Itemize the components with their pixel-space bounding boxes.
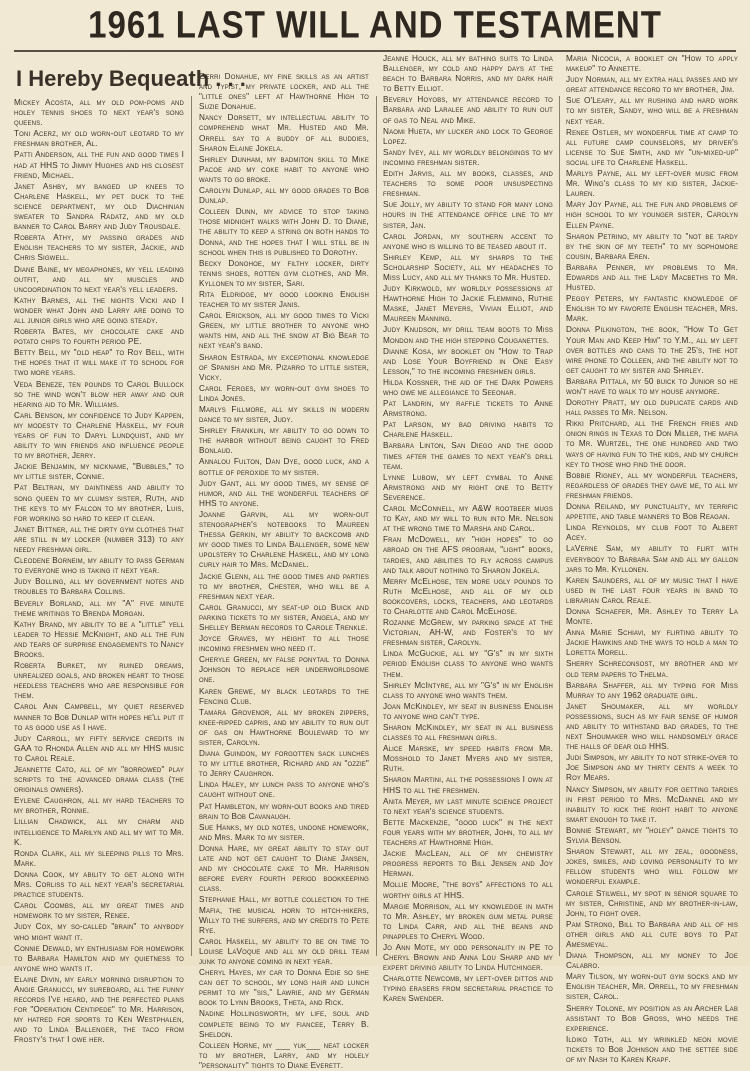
page-title: 1961 LAST WILL AND TESTAMENT [88,3,662,46]
bequest-entry: Mickey Acosta, all my old pom-poms and holey tennis shoes to next year's song queens. [14,98,184,128]
bequest-entry: Hilda Kossner, the aid of the Dark Powers who owe me allegiance to Seeonar. [383,377,553,397]
bequest-entry: Barbara Penner, my problems to Mr. Edwards and all the Lady Macbeths to Mr. Husted. [566,262,738,293]
bequest-entry: Carol Ann Campbell, my quiet reserved manner to Bob Dunlap with hopes he'll put it to as good use as I have. [14,702,184,732]
bequest-entry: Donna Hare, my great ability to stay out late and not get caught to Diane Jansen, and my chocolate cake to Mr. Harrison before every fourth period bookkeeping class. [199,843,369,894]
bequest-entry: Jo Ann Mote, my odd personality in PE to Cheryl Brown and Anna Lou Sharp and my expert driving ability to Linda Hutchinger. [383,942,553,973]
column-divider [559,96,560,956]
bequest-entry: Colleen Dunn, my advice to stop taking those midnight walks with John D. to Diane, the ability to keep a string on both hands to Donna, and the hopes that I will still be in school when this is published to Dorothy. [199,207,369,257]
bequest-entry: Charlotte Newcomb, my left-over dittos and typing erasers from secretarial practice to Karen Swender. [383,974,553,1004]
bequest-entry: Judy Bolling, all my government notes and troubles to Barbara Collins. [14,577,184,597]
bequest-entry: Shirley Franklin, my ability to go down to the harbor without being caught to Fred Bonlaud. [199,426,369,456]
bequest-entry: Shirley McIntyre, all my "G's" in my English class to anyone who wants them. [383,680,553,700]
bequest-entry: Donna Schaefer, Mr. Ashley to Terry La Monte. [566,606,738,627]
bequest-entry: Sharon Estrada, my exceptional knowledge of Spanish and Mr. Pizarro to little sister, Vicky. [199,352,369,382]
bequest-entry: Sharon McKindley, my seat in all business classes to all freshman girls. [383,723,553,743]
bequest-entry: Becky Donohoe, my filthy locker, dirty tennis shoes, rotten gym clothes, and Mr. Kyllonen to my sister, Sari. [199,258,369,288]
bequest-entry: Merry McElhose, ten more ugly pounds to Ruth McElhose, and all of my old bookcovers, locks, teachers, and leotards to Charlotte and Carol McElhose. [383,576,553,616]
bequest-entry: Beverly Hoyobs, my attendance record to Barbara and Laralee and ability to run out of gas to Neal and Mike. [383,95,553,125]
bequest-entry: Veda Beneze, ten pounds to Carol Bullock so the wind won't blow her away and our hearing aid to Mr. Williams. [14,379,184,409]
bequest-entry: Sue Hanks, my old notes, undone homework, and Mrs. Mark to my sister. [199,822,369,842]
bequest-entry: Rikki Pritchard, all the French fries and onion rings in Texas to Don Miller, the mafia to Mr. Wurtzel, the one hundred and two ways of having fun to the kids, and my church key to those who find the door. [566,419,738,469]
bequest-entry: Elaine Divin, my early morning disruption to Angie Granucci, my sureboard, all the funny records I've heard, and the perfected plans for "Operation Centipede" to Mr. Harrison, my hatred for sports to Ken Westphalen, and to Linda Ballenger, the taco from Frosty's that I owe her. [14,974,184,1045]
bequest-entry: Rozanne McGrew, my parking space at the Victorian, AH-W, and Foster's to my freshman sister, Carolyn. [383,618,553,648]
bequest-entry: Dianne Kosa, my booklet on "How to Trap and Lose Your Boyfriend in One Easy Lesson," to the incoming freshmen girls. [383,346,553,376]
bequest-entry: Shirley Kemp, all my sharps to the Scholarship Society, all my headaches to Miss Lucy, and all my thanks to Mr. Husted. [383,252,553,282]
bequest-entry: Jackie Benjamin, my nickname, "Bubbles," to my little sister, Connie. [14,462,184,482]
bequest-entry: Lillian Chadwick, all my charm and intelligence to Marilyn and all my wit to Mr. K. [14,817,184,847]
bequest-entry: Karen Grewe, my black leotards to the Fencing Club. [199,686,369,706]
bequest-entry: Sharon Petrino, my ability to "not be tardy by the skin of my teeth" to my sophomore cousin, Barbara Eren. [566,231,738,261]
bequest-entry: Mary Joy Payne, all the fun and problems of high school to my younger sister, Carolyn Ellen Payne. [566,200,738,230]
bequest-entry: Carol Coombs, all my great times and homework to my sister, Renee. [14,901,184,921]
bequest-entry: Janet Ashby, my banged up knees to Charlene Haskell, my pet duck to the science department, my old Diachinian sweater to Sandra Radatz, and my old banner to Carol Barry and Judy Trousdale. [14,181,184,232]
bequest-entry: Eylene Caughron, all my hard teachers to my brother, Ronnie. [14,796,184,816]
section-heading: I Hereby Bequeath . . . [16,66,246,91]
bequest-entry: Janet Shoumaker, all my worldly possessions, such as my fair sense of humor and ability to withstand bad grades, to the next Shoumaker who will handsomely grace the halls of dear old HHS. [566,701,738,752]
bequest-entry: Donna Pilkington, the book, "How To Get Your Man and Keep Him" to Y.M., all my left over bottles and cans to the 25's, the hot wire phone to Colleen, and the ability not to get caught to my sister and Shirley. [566,325,738,375]
bequest-entry: Anita Meyer, my last minute science project to next year's science students. [383,796,553,816]
bequest-entry: Stephanie Hall, my bottle collection to the Mafia, the musical horn to hitch-hikers, Willy to the surfers, and my credits to Pete Rye. [199,895,369,935]
bequest-entry: Bobbie Rigney, all my wonderful teachers, regardless of grades they gave me, to all my freshman friends. [566,470,738,500]
bequest-entry: Roberta Bates, my chocolate cake and potato chips to fourth period PE. [14,327,184,347]
column-4 [566,54,739,1064]
bequest-entry: Bonnie Stewart, my "holey" dance tights to Sylvia Benson. [566,825,738,846]
bequest-entry: Linda Haley, my lunch pass to anyone who's caught without one. [199,780,369,800]
bequest-entry: Barbara Pittala, my 50 buick to Junior so he won't have to walk to my house anymore. [566,376,738,396]
bequest-entry: Barbara Shaffer, all my typing for Miss Murray to any 1962 graduate girl. [566,680,738,700]
bequest-entry: Dorothy Pratt, my old duplicate cards and hall passes to Mr. Nelson. [566,398,738,418]
bequest-entry: Karen Saunders, all of my music that I have used in the last four years in band to librarian Carol Reale. [566,575,738,605]
bequest-entry: Linda McGuckie, all my "G's" in my sixth period English class to anyone who wants them. [383,649,553,679]
bequest-entry: Naomi Hueta, my lucker and lock to George Lopez. [383,126,553,146]
bequest-entry: Diane Baine, my megaphones, my yell leading outfit, and all my muscles and uncoordination to next year's yell leaders. [14,264,184,294]
bequest-entry: Connie Dewald, my enthusiasm for homework to Barbara Hamilton and my quietness to anyone who wants it. [14,943,184,973]
bequest-entry: Pat Larson, my bad driving habits to Charlene Haskell. [383,420,553,440]
column-divider [376,96,377,956]
bequest-entry: Tamara Grovenor, all my broken zippers, knee-ripped capris, and my ability to run out of gas on Hawthorne Boulevard to my sister, Carolyn. [199,707,369,747]
bequest-entry: Diana Guindon, my forgotten sack lunches to my little brother, Richard and an "ozzie" to Jerry Caughron. [199,749,369,779]
bequest-entry: Alice Marske, my speed habits from Mr. Mosshold to Janet Myers and my sister, Ruth. [383,744,553,774]
bequest-entry: Mary Tilson, my worn-out gym socks and my English teacher, Mr. Orrell, to my freshman sister, Carol. [566,972,738,1002]
bequest-entry: Kathy Brand, my ability to be a "little" yell leader to Hessie McKnight, and all the fun and tears of surprise engagements to Nancy Brooks. [14,619,184,659]
bequest-entry: Diana Thompson, all my money to Joe Calabro. [566,951,738,971]
bequest-entry: Colleen Horne, my ___ yuk___ neat locker to my brother, Larry, and my holely "personality" tights to Diane Everett. [199,1040,369,1070]
bequest-entry: Betty Bell, my "old heap" to Roy Bell, with the hopes that it will make it to school for two more years. [14,348,184,378]
bequest-entry: Anna Marie Schiavi, my flirting ability to Jackie Hawkins and the ways to hold a man to Loretta Morell. [566,628,738,658]
bequest-entry: Rita Eldridge, my good looking English teacher to my sister Janis. [199,289,369,310]
bequest-entry: Sharon Martini, all the possessions I own at HHS to all the freshmen. [383,775,553,795]
bequest-entry: Joanne Garvin, all my worn-out stenographer's notebooks to Maureen Thessa Gerkin, my ability to backcomb and my good times to Linda Ballenger, some new upolstery to Charlene Haskell, and my long curly hair to Mrs. McDaniel. [199,509,369,570]
bequest-entry: Donna Cook, my ability to get along with Mrs. Corliss to all next year's secretarial practice students. [14,869,184,900]
bequest-entry: Annalou Fulton, Dan Dye, good luck, and a bottle of peroxide to my sister. [199,457,369,477]
column-divider [191,96,192,956]
bequest-entry: Carole Stilwell, my spot in senior square to my sister, Christine, and my brother-in-law, John, to fight over. [566,888,738,918]
bequest-entry: Roberta Athy, my passing grades and English teachers to my sister, Jackie, and Chris Sigwell. [14,233,184,263]
bequest-entry: Margie Morrison, all my knowledge in math to Mr. Ashley, my broken gum metal purse to Linda Carr, and all the beans and pinapples to Cheryl Wood. [383,901,553,941]
bequest-entry: Ronda Clark, all my sleeping pills to Mrs. Mark. [14,848,184,868]
bequest-entry: Pat Beltran, my daintiness and ability to song queen to my clumsy sister, Ruth, and the keys to my Falcon to my brother, Luis, for working so hard to keep it clean. [14,483,184,523]
bequest-entry: Lynne Lubow, my left cymbal to Anne Armstrong and my right one to Betty Severence. [383,472,553,502]
bequest-entry: Pat Hambleton, my worn-out books and tired brain to Bob Cavanaugh. [199,801,369,821]
bequest-entry: Carol Erickson, all my good times to Vicki Green, my little brother to anyone who wants him, and all the snow at Big Bear to next year's band. [199,311,369,351]
bequest-entry: Nadine Hollingsworth, my life, soul and complete being to my fiancee, Terry B. Sheldon. [199,1009,369,1039]
bequest-entry: Joan McKindley, my seat in business English to anyone who can't type. [383,701,553,721]
bequest-entry: Janet Bittner, all the dirty gym clothes that are still in my locker (number 313) to any needy freshman girl. [14,524,184,555]
bequest-entry: Gerri Donahue, my fine skills as an artist and typist, my private locker, and all the "little ones" left at Hawthorne High to Suzie Donahue. [199,72,369,112]
bequest-entry: Carolyn Dunlap, all my good grades to Bob Dunlap. [199,186,369,206]
bequest-entry: Carl Benson, my confidence to Judy Kappen, my modesty to Charlene Haskell, my four years of fun to Daryl Lundquist, and my ability to win friends and influence people to my brother, Jerry. [14,410,184,461]
bequest-entry: Judy Knudson, my drill team boots to Miss Mondon and the high stepping Couganettes. [383,325,553,345]
bequest-entry: Judy Carroll, my fifty service credits in GAA to Rhonda Allen and all my HHS music to Carol Reale. [14,733,184,763]
bequest-entry: Donna Reiland, my punctuality, my terrific appetite, and table manners to Bob Reagan. [566,502,738,522]
bequest-entry: Marlys Payne, all my left-over music from Mr. Wing's class to my kid sister, Jackie-Lauren. [566,169,738,199]
column-1 [14,98,184,1045]
bequest-entry: Jeannette Cato, all of my "borrowed" play scripts to the advanced drama class (the originals owners). [14,765,184,795]
bequest-entry: Peggy Peters, my fantastic knowledge of English to my favorite English teacher, Mrs. Mark. [566,294,738,324]
bequest-entry: Sandy Ivey, all my worldly belongings to my incoming freshman sister. [383,147,553,167]
column-3 [383,54,553,1004]
bequest-entry: Pam Strong, Bill to Barbara and all of his other girls and all cute boys to Pat Amesmeyal. [566,919,738,949]
bequest-entry: LaVerne Sam, my ability to flirt with everybody to Barbara Sam and all my gallon jars to Mr. Kyllonen. [566,544,738,574]
bequest-entry: Maria Nicocia, a booklet on "How to apply makeup" to Annette. [566,54,738,74]
column-2 [199,72,369,1070]
bequest-entry: Edith Jarvis, all my books, classes, and teachers to some poor unsuspecting freshman. [383,169,553,199]
title-rule [14,50,736,52]
bequest-entry: Kathy Barnes, all the nights Vicki and I wonder what John and Larry are doing to all junior girls who are going steady. [14,295,184,325]
bequest-entry: Jeanne Houck, all my bathing suits to Linda Ballenger, my cold and happy days at the beach to Barbara Norris, and my dark hair to Betty Elliot. [383,54,553,94]
bequest-entry: Sue Jolly, my ability to stand for many long hours in the attendance office line to my sister, Jan. [383,200,553,230]
bequest-entry: Sue O'Leary, all my rushing and hard work to my sister, Sandy, who will be a freshman next year. [566,96,738,126]
bequest-entry: Beverly Borland, all my "A" five minute theme writings to Brenda Morgan. [14,598,184,618]
bequest-entry: Nancy Simpson, my ability for getting tardies in first period to Mrs. McDannel and my inability to kick the right habit to anyone smart enough to take it. [566,784,738,824]
bequest-entry: Shirley Dunham, my badmiton skill to Mike Pacoe and my coke habit to anyone who wants to go broke. [199,154,369,184]
bequest-entry: Carol McConnell, my A&W rootbeer mugs to Kay, and my will to run into Mr. Nelson at the wrong time to Marsha and Carol. [383,504,553,534]
bequest-entry: Barbara Linton, San Diego and the good times after the games to next year's drill team. [383,441,553,471]
bequest-entry: Cleodene Borneim, my ability to pass German to everyone who is taking it next year. [14,556,184,576]
bequest-entry: Cheryl Hayes, my car to Donna Edie so she can get to school, my long hair and lunch permit to my "sis," Lawrie, and my German book to Lynn Brooks, Theta, and Rick. [199,968,369,1008]
bequest-entry: Jackie Glenn, all the good times and parties to my brother, Chester, who will be a freshman next year. [199,571,369,601]
bequest-entry: Renee Ostler, my wonderful time at camp to all future camp counselors, my driver's license to Sue Smith, and my "un-mixed-up" social life to Charlene Haskell. [566,127,738,167]
bequest-entry: Cheryle Green, my false ponytail to Donna Johnson to replace her underworldsome one. [199,655,369,685]
bequest-entry: Bette Mackenzie, "good luck" in the next four years with my brother, John, to all my teachers at Hawthorne High. [383,817,553,848]
bequest-entry: Ildiko Toth, all my wrinkled neon movie tickets to Bob Johnson and the settee side of my Nash to Karen Krapf. [566,1034,738,1064]
bequest-entry: Linda Reynolds, my club foot to Albert Acey. [566,523,738,543]
bequest-entry: Patti Anderson, all the fun and good times I had at HHS to Jimmy Hughes and his closest friend, Michael. [14,150,184,180]
bequest-entry: Carol Granucci, my seat-up old Buick and parking tickets to my sister, Angela, and my Shelley Berman records to Carole Trenkle. [199,602,369,632]
bequest-entry: Carol Haskell, my ability to be on time to Louise LaVoque and all my old drill team junk to anyone coming in next year. [199,936,369,966]
bequest-entry: Sharon Stewart, all my zeal, goodness, jokes, smiles, and loving personality to my fellow students who will follow my wonderful example. [566,847,738,887]
bequest-entry: Judy Norman, all my extra hall passes and my great attendance record to my brother, Jim. [566,75,739,95]
bequest-entry: Judy Cox, my so-called "brain" to anybody who might want it. [14,922,184,942]
bequest-entry: Toni Acerz, my old worn-out leotard to my freshman brother, Al. [14,129,184,149]
bequest-entry: Fran McDowell, my "high hopes" to go abroad on the AFS program, "light" books, tardies, and abilities to fly across campus and talk about nothing to Sharon Jokela. [383,535,553,575]
bequest-entry: Sherry Tolone, my position as an Archer Lab assistant to Bob Gross, who needs the experience. [566,1003,738,1033]
bequest-entry: Judy Gant, all my good times, my sense of humor, and all the wonderful teachers of HHS to anyone. [199,478,369,508]
bequest-entry: Joyce Graves, my height to all those incoming freshmen who need it. [199,634,369,654]
bequest-entry: Nancy Dorsett, my intellectual ability to comprehend what Mr. Husted and Mr. Orrell say to a buddy of all buddies, Sharon Elaine Jokela. [199,113,369,153]
bequest-entry: Judy Kirkwold, my worldly possessions at Hawthorne High to Jackie Flemming, Ruthie Maske, Janet Meyers, Vivian Elliot, and Maureen Manning. [383,284,553,324]
bequest-entry: Mollie Moore, "the boys" affections to all worthy girls at HHS. [383,880,553,900]
bequest-entry: Carol Ferges, my worn-out gym shoes to Linda Jones. [199,383,369,403]
bequest-entry: Judi Simpson, my ability to not strike-over to Joe Simpson and my thirty cents a week to Roy Mears. [566,753,738,783]
bequest-entry: Carol Jordan, my southern accent to anyone who is willing to be teased about it. [383,231,553,251]
bequest-entry: Jackie MacLean, all of my chemistry progress reports to Bill Jensen and Joy Herman. [383,849,553,879]
bequest-entry: Pat Landrin, my raffle tickets to Anne Armstrong. [383,399,553,419]
bequest-entry: Marlys Fillmore, all my skills in modern dance to my sister, Judy. [199,405,369,425]
bequest-entry: Sherry Schreconsost, my brother and my old term papers to Thelma. [566,659,738,679]
bequest-entry: Roberta Burket, my ruined dreams, unrealized goals, and broken heart to those heedless teachers who are responsible for them. [14,661,184,701]
